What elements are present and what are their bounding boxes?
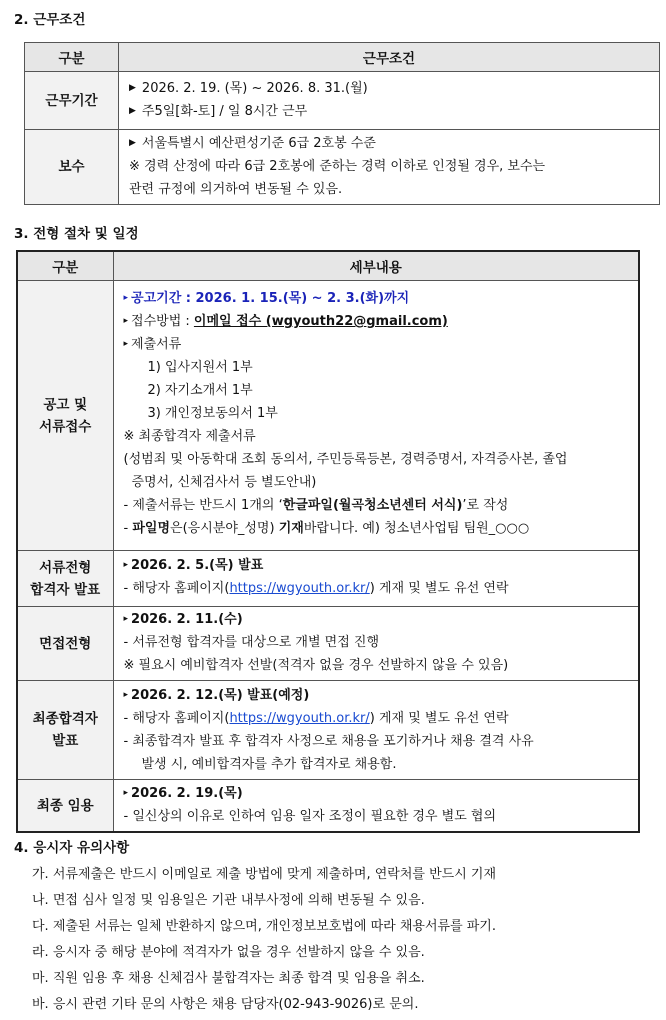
label-line: 공고 및 (43, 396, 88, 413)
row-content-interview (113, 607, 639, 681)
rule-bold-text: 파일명 (132, 521, 171, 536)
label-line: 최종합격자 (32, 711, 98, 727)
table-row (25, 130, 660, 205)
row-content-pay (119, 130, 660, 205)
section-4-title: 4. 응시자 유의사항 (14, 840, 130, 856)
notice-text: - 해당자 홈페이지( (123, 581, 230, 596)
row-label-appointment: 최종 임용 (17, 780, 113, 833)
column-header-category: 구분 (17, 251, 113, 281)
list-item: 마. 직원 임용 후 채용 신체검사 불합격자는 최종 합격 및 임용을 취소. (32, 971, 425, 986)
final-docs-title: ※ 최종합격자 제출서류 (123, 429, 256, 444)
row-content-document-result (113, 551, 639, 607)
table-row (17, 681, 639, 780)
rule-text: 은(응시분야_성명) (170, 521, 279, 536)
row-label-final-result (17, 681, 113, 780)
interview-date: 2026. 2. 11.(수) (131, 612, 243, 627)
list-item: 가. 서류제출은 반드시 이메일로 제출 방법에 맞게 제출하며, 연락처를 반드시 기재 (32, 867, 497, 882)
announcement-period: 공고기간 : 2026. 1. 15.(목) ~ 2. 3.(화)까지 (131, 291, 410, 306)
work-hours-text: 주5일[화-토] / 일 8시간 근무 (141, 104, 308, 119)
interview-line-2: ※ 필요시 예비합격자 선발(적격자 없을 경우 선발하지 않을 수 있음) (123, 658, 509, 673)
result-date: 2026. 2. 5.(목) 발표 (131, 558, 264, 573)
application-method: 이메일 접수 (wgyouth22@gmail.com) (193, 314, 448, 329)
list-item: 바. 응시 관련 기타 문의 사항은 채용 담당자(02-943-9026)로 문의. (32, 997, 419, 1012)
table-header-row (17, 251, 639, 281)
row-content-appointment (113, 780, 639, 833)
section-3-title: 3. 전형 절차 및 일정 (14, 226, 139, 242)
black-right-triangle-icon: ▶ (129, 83, 136, 93)
appointment-date: 2026. 2. 19.(목) (131, 786, 243, 801)
homepage-link[interactable]: https://wgyouth.or.kr/ (229, 581, 370, 596)
black-right-triangle-icon: ▶ (129, 106, 136, 116)
table-row (17, 607, 639, 681)
small-right-triangle-icon: ▸ (123, 293, 129, 303)
rule-text: 바랍니다. 예) 청소년사업팀 팀원_○○○ (303, 521, 530, 536)
appointment-line-1: - 일신상의 이유로 인하여 임용 일자 조정이 필요한 경우 별도 협의 (123, 809, 497, 824)
section-2-title: 2. 근무조건 (14, 12, 86, 28)
row-content-period (119, 72, 660, 130)
row-content-final-result (113, 681, 639, 780)
list-item: 1) 입사지원서 1부 (147, 360, 253, 375)
small-right-triangle-icon: ▸ (123, 614, 129, 624)
small-right-triangle-icon: ▸ (123, 788, 129, 798)
rule-bold-text: 한글파일(월곡청소년센터 서식) (282, 498, 463, 513)
list-item: 2) 자기소개서 1부 (147, 383, 253, 398)
applicant-notes-list (32, 862, 496, 1018)
small-right-triangle-icon: ▸ (123, 339, 129, 349)
small-right-triangle-icon: ▸ (123, 690, 129, 700)
rule-text: ’로 작성 (462, 498, 509, 513)
label-line: 서류접수 (39, 418, 92, 435)
pay-note-line-2: 관련 규정에 의거하여 변동될 수 있음. (129, 182, 343, 197)
black-right-triangle-icon: ▶ (129, 138, 136, 148)
table-row (17, 551, 639, 607)
list-item: 나. 면접 심사 일정 및 임용일은 기관 내부사정에 의해 변동될 수 있음. (32, 893, 425, 908)
table-row (17, 780, 639, 833)
notice-text: ) 게재 및 별도 유선 연락 (369, 711, 509, 726)
rule-bold-text: 기재 (278, 521, 304, 536)
table-row (25, 72, 660, 130)
row-label-period: 근무기간 (25, 72, 119, 130)
notice-text: - 해당자 홈페이지( (123, 711, 230, 726)
row-label-document-result (17, 551, 113, 607)
final-docs-line-1: (성범죄 및 아동학대 조회 동의서, 주민등록등본, 경력증명서, 자격증사본, 졸업 (123, 452, 568, 467)
documents-title: 제출서류 (131, 337, 182, 352)
rule-text: - 제출서류는 반드시 1개의 ‘ (123, 498, 283, 513)
homepage-link[interactable]: https://wgyouth.or.kr/ (229, 711, 370, 726)
pay-note-line-1: ※ 경력 산정에 따라 6급 2호봉에 준하는 경력 이하로 인정될 경우, 보수는 (129, 159, 546, 174)
label-line: 합격자 발표 (30, 581, 101, 598)
work-conditions-table (24, 42, 660, 205)
list-item: 3) 개인정보동의서 1부 (147, 406, 278, 421)
final-result-line-3: 발생 시, 예비합격자를 추가 합격자로 채용함. (141, 757, 397, 772)
small-right-triangle-icon: ▸ (123, 316, 129, 326)
list-item: 다. 제출된 서류는 일체 반환하지 않으며, 개인정보보호법에 따라 채용서류를 파기. (32, 919, 497, 934)
row-label-interview: 면접전형 (17, 607, 113, 681)
small-right-triangle-icon: ▸ (123, 560, 129, 570)
final-result-date: 2026. 2. 12.(목) 발표(예정) (131, 688, 310, 703)
column-header-conditions: 근무조건 (119, 43, 660, 72)
method-prefix: 접수방법 : (131, 314, 194, 329)
column-header-category: 구분 (25, 43, 119, 72)
row-content-announcement (113, 281, 639, 551)
interview-line-1: - 서류전형 합격자를 대상으로 개별 면접 진행 (123, 635, 380, 650)
label-line: 발표 (52, 733, 79, 749)
notice-text: ) 게재 및 별도 유선 연락 (369, 581, 509, 596)
table-header-row (25, 43, 660, 72)
final-docs-line-2: 증명서, 신체검사서 등 별도안내) (131, 475, 317, 490)
row-label-announcement (17, 281, 113, 551)
selection-schedule-table (16, 250, 640, 833)
work-period-text: 2026. 2. 19. (목) ~ 2026. 8. 31.(월) (141, 81, 368, 96)
row-label-pay: 보수 (25, 130, 119, 205)
table-row (17, 281, 639, 551)
label-line: 서류전형 (39, 559, 92, 576)
list-item: 라. 응시자 중 해당 분야에 적격자가 없을 경우 선발하지 않을 수 있음. (32, 945, 425, 960)
column-header-details: 세부내용 (113, 251, 639, 281)
final-result-line-2: - 최종합격자 발표 후 합격자 사정으로 채용을 포기하거나 채용 결격 사유 (123, 734, 534, 749)
rule-text: - (123, 521, 133, 536)
pay-level-text: 서울특별시 예산편성기준 6급 2호봉 수준 (141, 136, 376, 151)
